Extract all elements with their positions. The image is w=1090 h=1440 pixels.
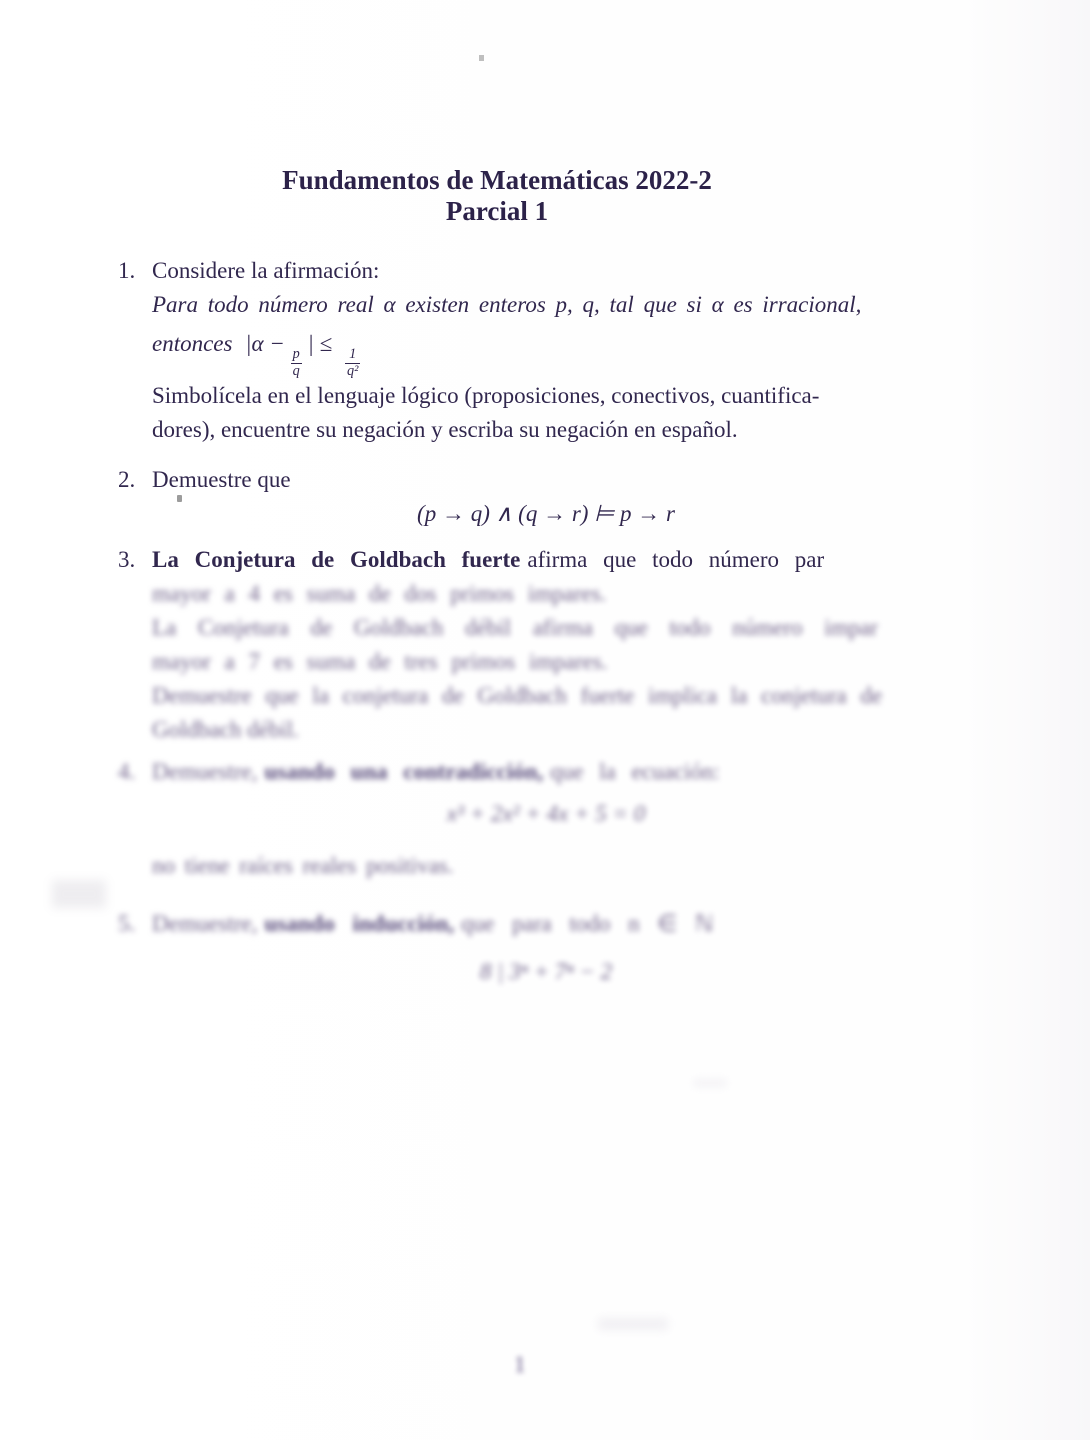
problem-1	[118, 254, 940, 447]
fraction-numerator: 1	[349, 346, 357, 363]
math-relation: | ≤	[307, 331, 333, 356]
problem-4-closing: no tiene raíces reales positivas.	[152, 853, 454, 879]
fraction-numerator: p	[292, 346, 300, 363]
problem-number: 2.	[118, 467, 136, 493]
math-prefix: entonces	[152, 331, 233, 356]
divisibility-formula: 8 | 3ⁿ + 7ⁿ − 2	[479, 959, 613, 985]
scan-smudge	[598, 1318, 668, 1330]
problem-1-statement: Para todo número real α existen enteros p, q, tal que si α es irracional,	[152, 292, 862, 317]
problem-4-lead	[152, 755, 940, 789]
problem-3	[118, 543, 940, 747]
problem-1-task-line1: Simbolícela en el lenguaje lógico (proposiciones, conectivos, cuantifica-	[152, 383, 820, 409]
lead-prefix: Demuestre,	[152, 759, 258, 785]
title-block	[0, 0, 1042, 227]
lead-rest: que para todo n ∈ ℕ	[461, 911, 714, 937]
page-title: Fundamentos de Matemáticas 2022-2	[282, 165, 712, 195]
scan-smudge	[52, 880, 106, 908]
lead-bold: usando inducción,	[264, 911, 455, 937]
lead-prefix: Demuestre,	[152, 911, 258, 937]
goldbach-strong-label: La Conjetura de Goldbach fuerte	[152, 547, 521, 573]
problem-4	[118, 755, 940, 883]
problem-number: 5.	[118, 911, 136, 937]
math-abs-open: |α −	[245, 331, 285, 356]
problem-2-lead: Demuestre que	[152, 467, 291, 493]
problem-list	[118, 254, 940, 989]
lead-rest: que la ecuación:	[550, 759, 720, 785]
equation-formula: x³ + 2x² + 4x + 5 = 0	[446, 801, 646, 827]
blurred-line: Demuestre que la conjetura de Goldbach fuerte implica la conjetura de	[152, 683, 883, 709]
problem-3-line1-rest: afirma que todo número par	[527, 547, 825, 573]
problem-5-lead	[152, 907, 940, 941]
problem-1-math-line	[152, 322, 940, 379]
problem-5	[118, 907, 940, 989]
problem-1-task-line2: dores), encuentre su negación y escriba su negación en español.	[152, 417, 738, 443]
problem-1-intro: Considere la afirmación:	[152, 258, 380, 283]
scan-speck	[177, 495, 182, 502]
fraction-p-q	[291, 347, 302, 379]
blurred-line: La Conjetura de Goldbach débil afirma que todo número impar	[152, 615, 878, 641]
page-subtitle: Parcial 1	[445, 196, 549, 226]
fraction-denominator: q²	[346, 362, 359, 379]
blurred-line: Goldbach débil.	[152, 717, 299, 743]
lead-bold: usando una contradicción,	[264, 759, 544, 785]
logic-formula: (p → q) ∧ (q → r) ⊨ p → r	[417, 501, 675, 527]
problem-2	[118, 463, 940, 531]
page-number: 1	[514, 1352, 526, 1377]
blurred-line: mayor a 4 es suma de dos primos impares.	[152, 581, 607, 607]
fraction-1-q2	[345, 347, 360, 379]
scan-smudge	[693, 1078, 727, 1088]
fraction-denominator: q	[292, 362, 300, 379]
problem-number: 3.	[118, 547, 136, 573]
problem-3-line1	[152, 543, 940, 577]
problem-number: 4.	[118, 759, 136, 785]
problem-number: 1.	[118, 258, 136, 283]
blurred-line: mayor a 7 es suma de tres primos impares.	[152, 649, 608, 675]
